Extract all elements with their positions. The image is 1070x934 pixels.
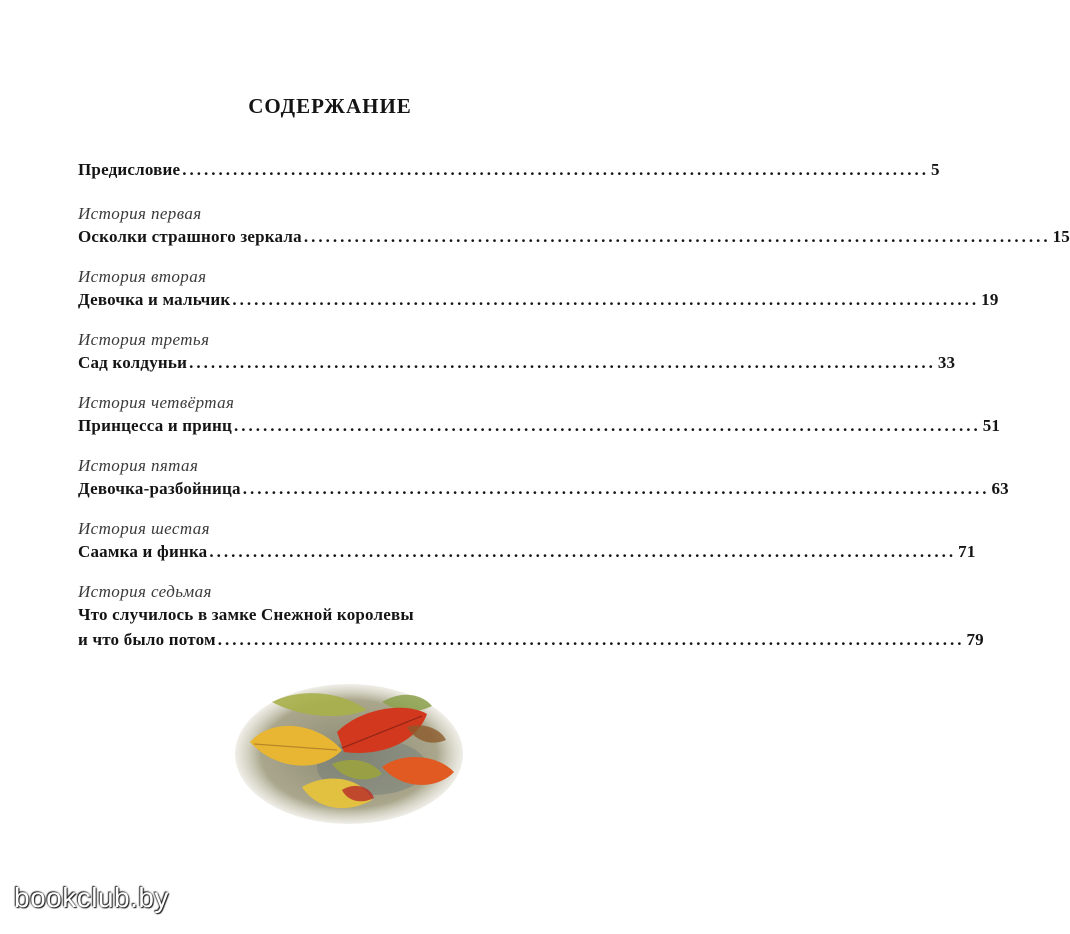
entry-label: История пятая [78, 456, 199, 475]
entry-title: Девочка-разбойница [78, 479, 241, 498]
leader-dots: ....................................................................................................... [209, 542, 957, 561]
entry-title: Девочка и мальчик [78, 290, 231, 309]
leader-dots: ....................................................................................................... [232, 290, 980, 309]
entry-title: Саамка и финка [78, 542, 208, 561]
entry-title: и что было потом [78, 630, 216, 649]
toc-entry-story-3[interactable] [78, 330, 956, 375]
entry-label: История вторая [78, 267, 207, 286]
site-watermark: bookclub.by [14, 882, 169, 913]
leader-dots: ....................................................................................................... [189, 353, 936, 372]
toc-entry-story-7[interactable] [78, 582, 984, 652]
toc-entry-preface[interactable] [78, 157, 940, 182]
autumn-leaves-illustration [232, 672, 467, 832]
entry-label: История четвёртая [78, 393, 235, 412]
entry-label: История третья [78, 330, 210, 349]
entry-label: История седьмая [78, 582, 212, 601]
entry-page: 33 [937, 353, 956, 372]
leader-dots: ....................................................................................................... [242, 479, 990, 498]
leader-dots: ....................................................................................................... [233, 416, 981, 435]
entry-label: История первая [78, 204, 202, 223]
entry-page: 71 [958, 542, 976, 561]
entry-title: Предисловие [78, 160, 181, 179]
toc-heading: СОДЕРЖАНИЕ [248, 94, 412, 118]
entry-page: 19 [981, 290, 999, 309]
entry-title-line1: Что случилось в замке Снежной королевы [78, 605, 414, 624]
entry-title: Принцесса и принц [78, 416, 232, 435]
entry-page: 63 [991, 479, 1009, 498]
leader-dots: ....................................................................................................... [182, 160, 930, 179]
toc-entry-story-6[interactable] [78, 519, 976, 564]
entry-page: 15 [1052, 227, 1070, 246]
toc-entry-story-2[interactable] [78, 267, 999, 312]
entry-page: 79 [966, 630, 984, 649]
entry-page: 5 [931, 160, 940, 179]
leader-dots: ....................................................................................................... [303, 227, 1051, 246]
entry-label: История шестая [78, 519, 210, 538]
entry-title: Осколки страшного зеркала [78, 227, 302, 246]
table-of-contents [78, 157, 1070, 670]
toc-entry-story-4[interactable] [78, 393, 1001, 438]
leader-dots: ....................................................................................................... [217, 630, 965, 649]
entry-page: 51 [982, 416, 1001, 435]
toc-entry-story-1[interactable] [78, 204, 1070, 249]
toc-entry-story-5[interactable] [78, 456, 1009, 501]
entry-title: Сад колдуньи [78, 353, 188, 372]
